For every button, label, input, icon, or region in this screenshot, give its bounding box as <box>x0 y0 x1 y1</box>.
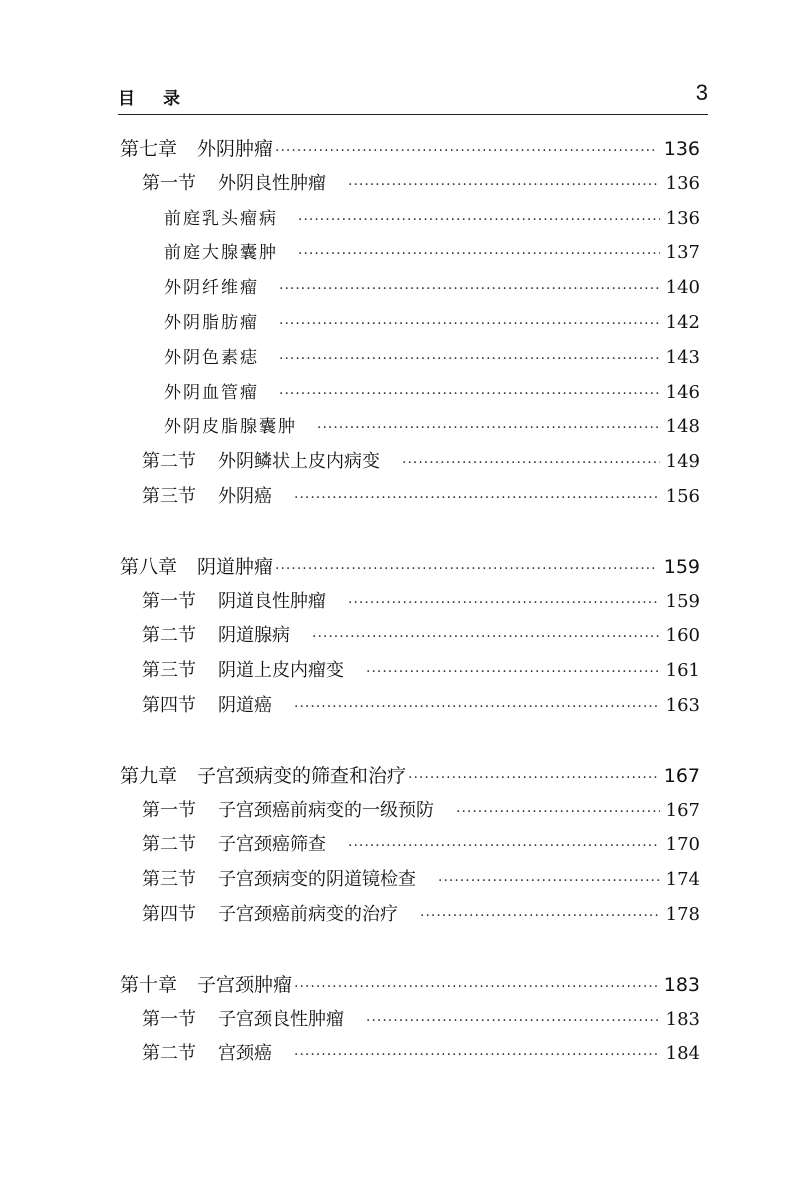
dot-leader <box>298 203 660 238</box>
page-number: 3 <box>695 80 708 105</box>
section-label <box>142 480 272 515</box>
dot-leader <box>456 795 660 830</box>
section-title: 子宫颈癌筛查 <box>218 834 326 856</box>
topic-title: 前庭乳头瘤病 <box>164 208 278 229</box>
chapter-number: 第八章 <box>120 555 178 578</box>
section-page: 156 <box>665 485 700 507</box>
section-label <box>142 828 326 863</box>
section-label <box>142 619 290 654</box>
chapter-label <box>120 550 273 585</box>
section-title: 阴道癌 <box>218 694 272 716</box>
chapter-title: 子宫颈病变的筛查和治疗 <box>197 764 407 787</box>
section-label <box>142 1037 272 1072</box>
section-number: 第四节 <box>142 903 196 925</box>
dot-leader <box>279 307 660 342</box>
topic-page: 136 <box>665 207 700 229</box>
section-number: 第一节 <box>142 590 196 612</box>
dot-leader <box>294 970 658 1005</box>
section-entry[interactable] <box>120 1003 700 1038</box>
section-page: 160 <box>665 625 700 647</box>
section-page: 174 <box>665 869 700 891</box>
section-page: 178 <box>665 903 700 925</box>
chapter-title: 阴道肿瘤 <box>197 555 274 578</box>
topic-title: 外阴纤维瘤 <box>164 278 259 299</box>
section-page: 159 <box>665 590 700 612</box>
topic-entry[interactable] <box>120 202 700 237</box>
chapter-title: 子宫颈肿瘤 <box>197 973 293 996</box>
header-rule <box>118 114 708 115</box>
dot-leader <box>348 829 660 864</box>
section-page: 167 <box>665 799 700 821</box>
dot-leader <box>408 761 658 796</box>
section-title: 子宫颈癌前病变的一级预防 <box>218 799 434 821</box>
topic-entry[interactable] <box>120 236 700 271</box>
chapter-block <box>120 759 700 933</box>
section-label <box>142 863 416 898</box>
section-label <box>142 898 398 933</box>
dot-leader <box>294 481 660 516</box>
section-entry[interactable] <box>120 863 700 898</box>
dot-leader <box>348 168 660 203</box>
chapter-page: 183 <box>663 973 700 996</box>
section-number: 第二节 <box>142 1043 196 1065</box>
section-title: 宫颈癌 <box>218 1043 272 1065</box>
dot-leader <box>420 899 660 934</box>
running-head-title: 目录 <box>118 89 208 109</box>
topic-title: 外阴血管瘤 <box>164 382 259 403</box>
chapter-entry[interactable] <box>120 759 700 794</box>
chapter-entry[interactable] <box>120 550 700 585</box>
chapter-page: 136 <box>663 138 700 160</box>
topic-page: 140 <box>665 277 700 299</box>
section-label <box>142 1003 344 1038</box>
section-title: 子宫颈良性肿瘤 <box>218 1008 344 1030</box>
dot-leader <box>366 655 660 690</box>
chapter-block <box>120 550 700 724</box>
section-title: 外阴良性肿瘤 <box>218 172 326 194</box>
section-number: 第二节 <box>142 451 196 473</box>
section-number: 第一节 <box>142 799 196 821</box>
chapter-label <box>120 759 406 794</box>
topic-entry[interactable] <box>120 271 700 306</box>
chapter-block <box>120 968 700 1072</box>
section-number: 第三节 <box>142 660 196 682</box>
topic-entry[interactable] <box>120 410 700 445</box>
dot-leader <box>279 342 660 377</box>
section-page: 184 <box>665 1043 700 1065</box>
chapter-page: 167 <box>663 764 700 787</box>
topic-page: 143 <box>665 346 700 368</box>
topic-title: 外阴脂肪瘤 <box>164 312 259 333</box>
section-title: 阴道上皮内瘤变 <box>218 660 344 682</box>
section-page: 149 <box>665 451 700 473</box>
topic-page: 142 <box>665 311 700 333</box>
dot-leader <box>366 1004 660 1039</box>
section-entry[interactable] <box>120 480 700 515</box>
chapter-block <box>120 132 700 515</box>
section-number: 第三节 <box>142 869 196 891</box>
chapter-number: 第十章 <box>120 973 178 996</box>
chapter-label <box>120 968 292 1003</box>
chapter-entry[interactable] <box>120 968 700 1003</box>
table-of-contents <box>120 132 700 1107</box>
section-page: 183 <box>665 1008 700 1030</box>
section-entry[interactable] <box>120 828 700 863</box>
dot-leader <box>275 552 658 587</box>
section-page: 136 <box>665 172 700 194</box>
chapter-number: 第七章 <box>120 138 178 160</box>
section-title: 子宫颈病变的阴道镜检查 <box>218 869 416 891</box>
chapter-number: 第九章 <box>120 764 178 787</box>
section-number: 第二节 <box>142 625 196 647</box>
chapter-page: 159 <box>663 555 700 578</box>
topic-entry[interactable] <box>120 376 700 411</box>
section-entry[interactable] <box>120 794 700 829</box>
section-label <box>142 689 272 724</box>
page-header <box>118 80 708 114</box>
dot-leader <box>438 864 660 899</box>
section-number: 第四节 <box>142 694 196 716</box>
dot-leader <box>317 411 660 446</box>
topic-page: 148 <box>665 416 700 438</box>
topic-entry[interactable] <box>120 341 700 376</box>
dot-leader <box>348 586 660 621</box>
topic-entry[interactable] <box>120 306 700 341</box>
dot-leader <box>275 134 658 169</box>
section-title: 子宫颈癌前病变的治疗 <box>218 903 398 925</box>
dot-leader <box>294 1038 660 1073</box>
dot-leader <box>294 690 660 725</box>
section-entry[interactable] <box>120 689 700 724</box>
section-title: 阴道良性肿瘤 <box>218 590 326 612</box>
section-label <box>142 445 380 480</box>
chapter-label <box>120 132 273 167</box>
dot-leader <box>312 620 660 655</box>
section-number: 第三节 <box>142 485 196 507</box>
dot-leader <box>298 237 660 272</box>
dot-leader <box>279 377 660 412</box>
section-entry[interactable] <box>120 898 700 933</box>
chapter-title: 外阴肿瘤 <box>197 138 274 160</box>
section-entry[interactable] <box>120 167 700 202</box>
dot-leader <box>279 272 660 307</box>
chapter-entry[interactable] <box>120 132 700 167</box>
section-entry[interactable] <box>120 1037 700 1072</box>
section-title: 阴道腺病 <box>218 625 290 647</box>
section-title: 外阴鳞状上皮内病变 <box>218 451 380 473</box>
section-title: 外阴癌 <box>218 485 272 507</box>
section-page: 163 <box>665 694 700 716</box>
section-entry[interactable] <box>120 585 700 620</box>
section-label <box>142 654 344 689</box>
topic-title: 外阴皮脂腺囊肿 <box>164 417 297 438</box>
section-page: 170 <box>665 834 700 856</box>
topic-title: 前庭大腺囊肿 <box>164 243 278 264</box>
topic-page: 137 <box>665 242 700 264</box>
section-page: 161 <box>665 660 700 682</box>
section-label <box>142 167 326 202</box>
dot-leader <box>402 446 660 481</box>
section-number: 第一节 <box>142 172 196 194</box>
section-number: 第二节 <box>142 834 196 856</box>
section-entry[interactable] <box>120 619 700 654</box>
section-label <box>142 794 434 829</box>
section-entry[interactable] <box>120 445 700 480</box>
topic-page: 146 <box>665 381 700 403</box>
section-entry[interactable] <box>120 654 700 689</box>
section-label <box>142 585 326 620</box>
section-number: 第一节 <box>142 1008 196 1030</box>
topic-title: 外阴色素痣 <box>164 347 259 368</box>
